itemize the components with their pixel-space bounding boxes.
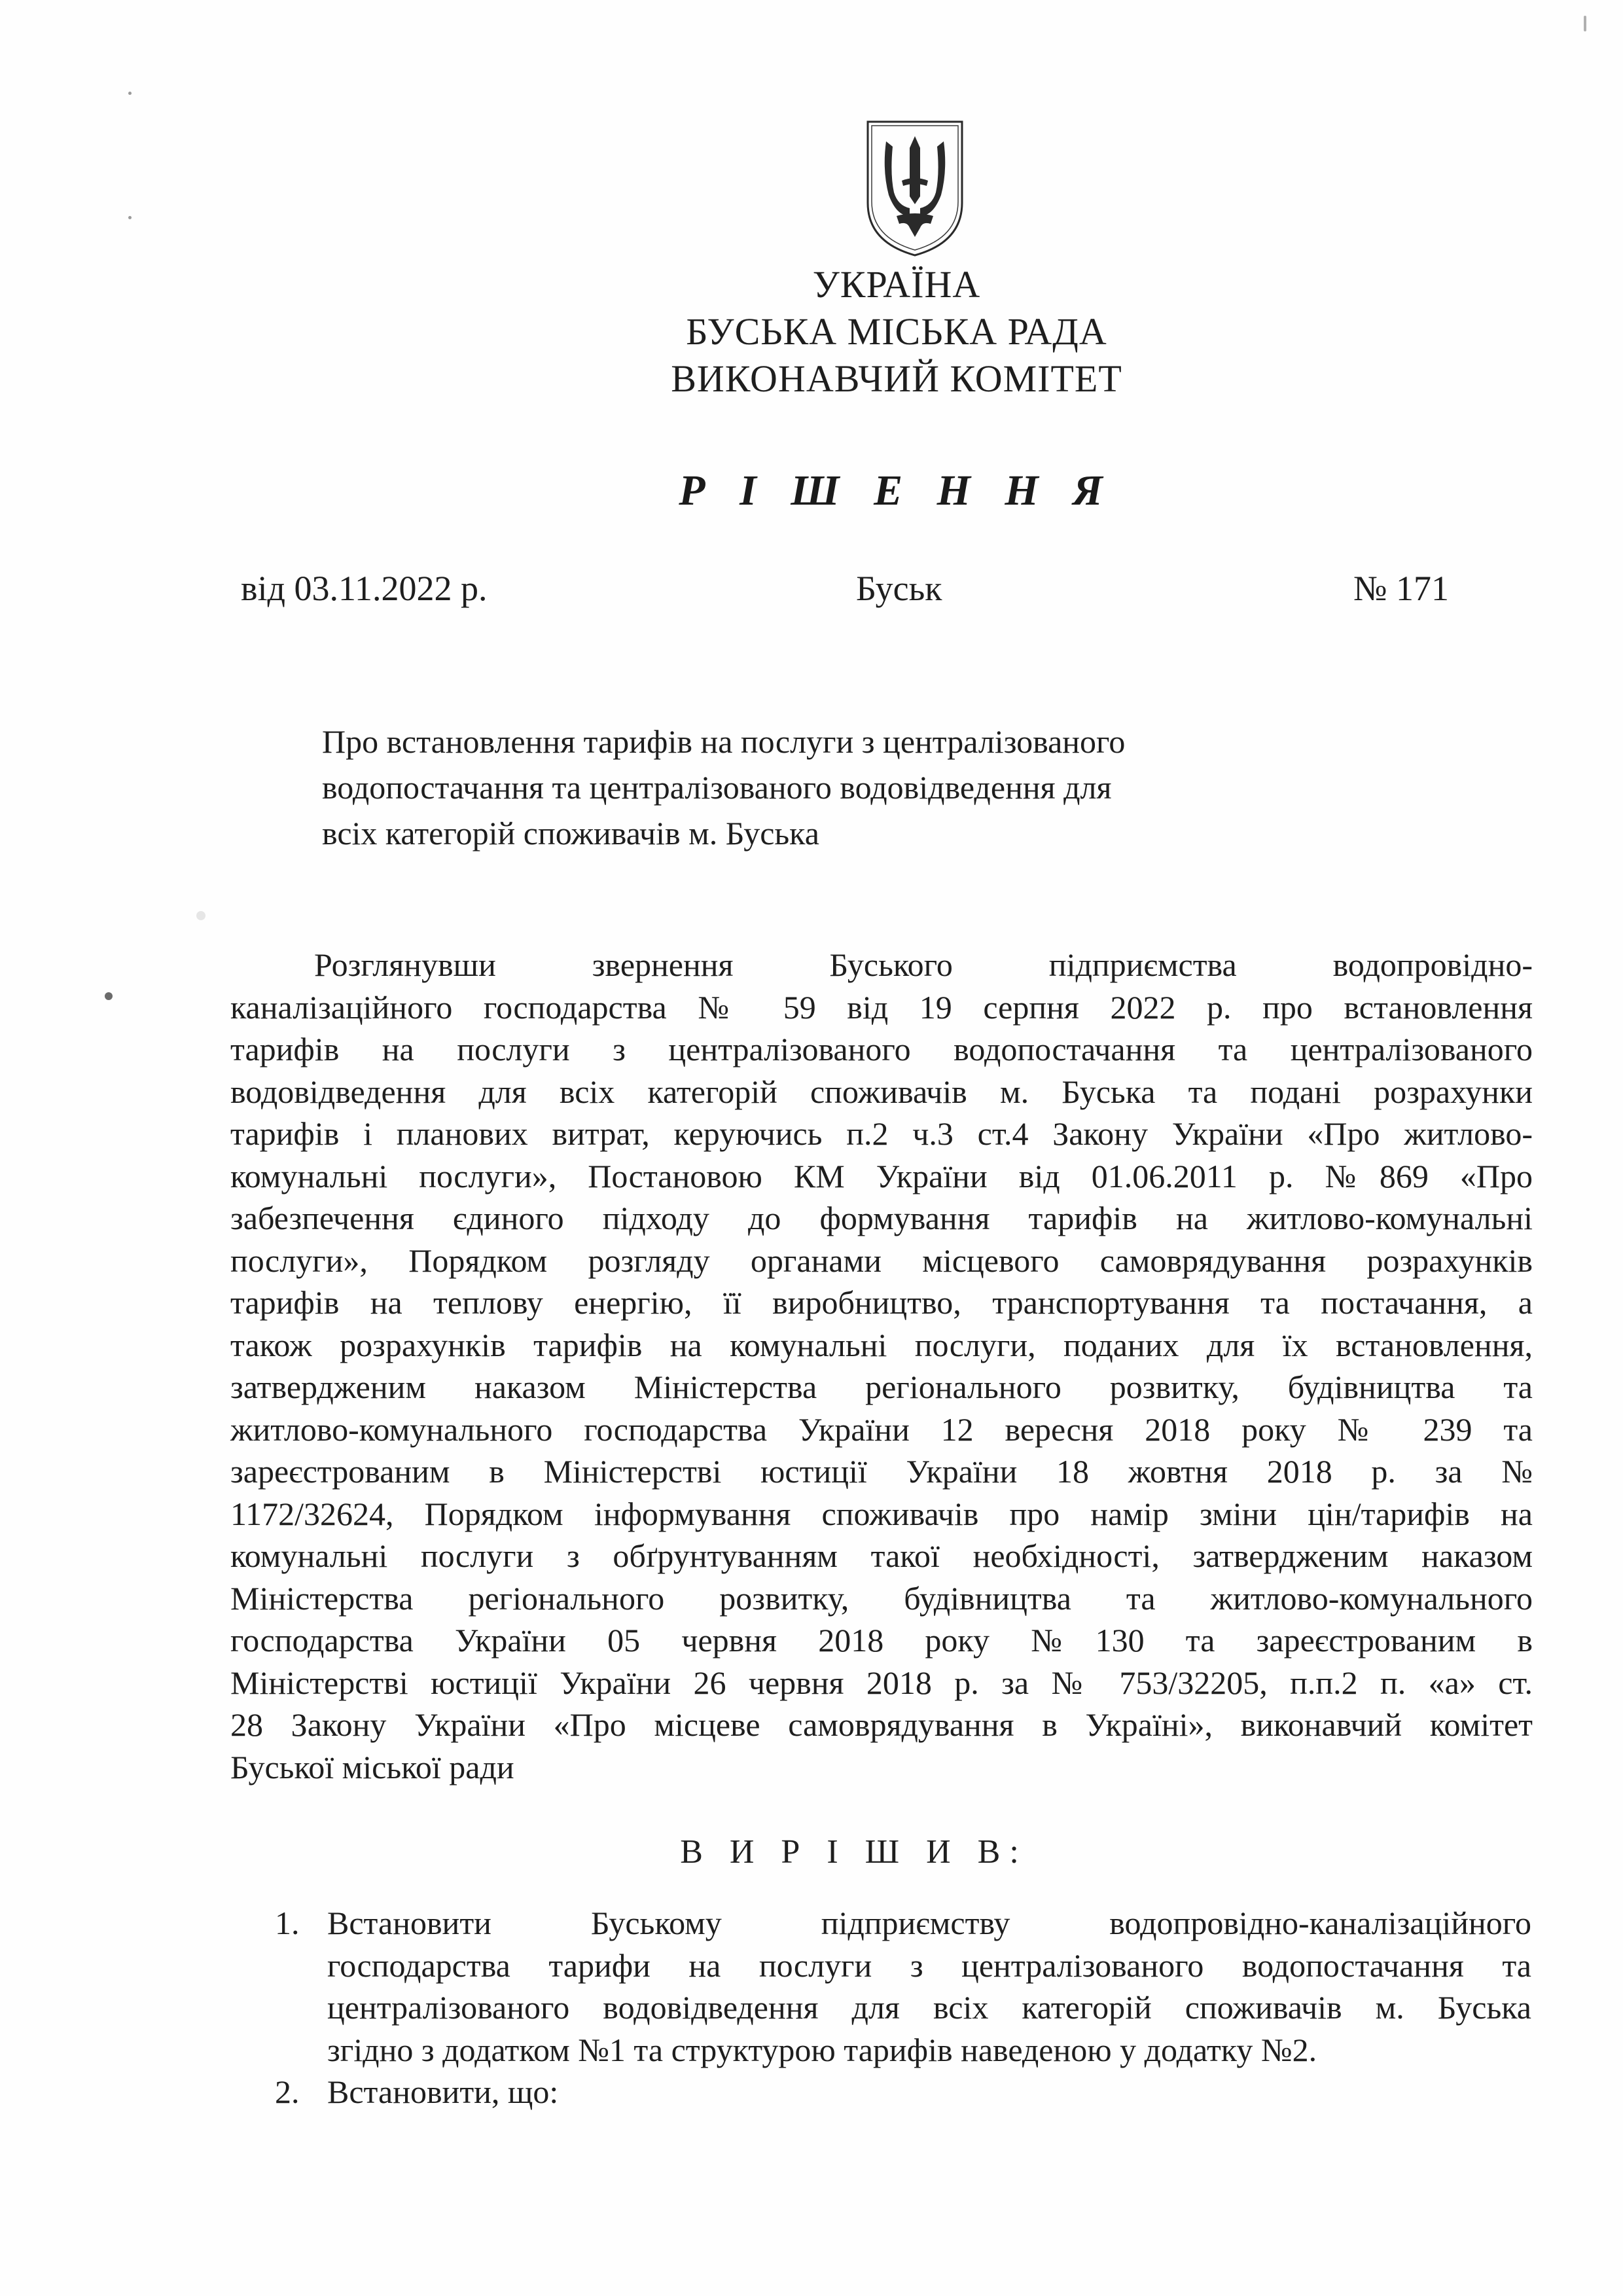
list-item-line: Встановити, що: bbox=[327, 2073, 559, 2110]
body-line: Буської міської ради bbox=[230, 1748, 514, 1785]
subject-line: водопостачання та централізованого водовідведення для bbox=[322, 769, 1112, 806]
scan-speck bbox=[128, 216, 132, 219]
subject-line: Про встановлення тарифів на послуги з централізованого bbox=[322, 723, 1126, 760]
body-line: житлово-комунального господарства України 12 вересня 2018 року № 239 та bbox=[230, 1410, 1533, 1448]
body-line: тарифів на послуги з централізованого водопостачання та централізованого bbox=[230, 1031, 1533, 1067]
body-line: 1172/32624, Порядком інформування споживачів про намір зміни цін/тарифів на bbox=[230, 1495, 1533, 1532]
list-item-line: централізованого водовідведення для всіх категорій споживачів м. Буська bbox=[327, 1989, 1531, 2026]
body-line: тарифів на теплову енергію, її виробництво, транспортування та постачання, а bbox=[230, 1284, 1533, 1321]
subject-line: всіх категорій споживачів м. Буська bbox=[322, 815, 819, 852]
list-item-number: 1. bbox=[275, 1905, 300, 1941]
body-line: зареєстрованим в Міністерстві юстиції України 18 жовтня 2018 р. за № bbox=[230, 1453, 1533, 1490]
list-item bbox=[275, 2071, 1531, 2113]
scan-speck bbox=[105, 992, 113, 1000]
decision-subject bbox=[322, 719, 1317, 856]
list-item bbox=[275, 1902, 1531, 2071]
body-line: також розрахунків тарифів на комунальні послуги, поданих для їх встановлення, bbox=[230, 1326, 1533, 1363]
body-line: Міністерстві юстиції України 26 червня 2018 р. за № 753/32205, п.п.2 п. «а» ст. bbox=[230, 1664, 1533, 1701]
scan-speck bbox=[128, 92, 132, 95]
body-line: Міністерства регіонального розвитку, будівництва та житлово-комунального bbox=[230, 1579, 1533, 1617]
scan-speck bbox=[1584, 16, 1586, 31]
decision-place: Буськ bbox=[856, 569, 942, 608]
body-line: комунальні послуги», Постановою КМ України від 01.06.2011 р. №869 «Про bbox=[230, 1157, 1533, 1194]
body-line: 28 Закону України «Про місцеве самоврядування в Україні», виконавчий комітет bbox=[230, 1706, 1533, 1743]
header-committee: ВИКОНАВЧИЙ КОМІТЕТ bbox=[671, 357, 1122, 400]
list-item-line: згідно з додатком №1 та структурою тарифів наведеною у додатку №2. bbox=[327, 2031, 1317, 2068]
preamble-paragraph bbox=[230, 944, 1533, 1788]
list-item-line: господарства тарифи на послуги з централізованого водопостачання та bbox=[327, 1946, 1531, 1984]
decision-date: від 03.11.2022 р. bbox=[241, 569, 488, 608]
decided-heading: В И Р І Ш И В: bbox=[680, 1833, 1028, 1871]
header-council: БУСЬКА МІСЬКА РАДА bbox=[686, 310, 1107, 353]
list-item-line: Встановити Буському підприємству водопровідно-каналізаційного bbox=[327, 1905, 1531, 1941]
body-line: каналізаційного господарства № 59 від 19 серпня 2022 р. про встановлення bbox=[230, 988, 1533, 1026]
header-country: УКРАЇНА bbox=[812, 263, 981, 306]
body-line: послуги», Порядком розгляду органами місцевого самоврядування розрахунків bbox=[230, 1242, 1533, 1279]
body-line: забезпечення єдиного підходу до формування тарифів на житлово-комунальні bbox=[230, 1200, 1533, 1236]
decision-items-list bbox=[275, 1902, 1531, 2113]
list-item-number: 2. bbox=[275, 2073, 300, 2110]
body-line: господарства України 05 червня 2018 року №130 та зареєстрованим в bbox=[230, 1622, 1533, 1659]
decision-number: № 171 bbox=[1353, 569, 1450, 608]
body-line: тарифів і планових витрат, керуючись п.2 ч.3 ст.4 Закону України «Про житлово- bbox=[230, 1115, 1533, 1152]
scan-speck bbox=[196, 911, 205, 920]
body-line: водовідведення для всіх категорій споживачів м. Буська та подані розрахунки bbox=[230, 1073, 1533, 1110]
document-title: Р І Ш Е Н Н Я bbox=[679, 467, 1115, 514]
trident-coat-of-arms-icon bbox=[863, 118, 967, 259]
body-line: комунальні послуги з обґрунтуванням такої необхідності, затвердженим наказом bbox=[230, 1537, 1533, 1574]
body-line: Розглянувши звернення Буського підприємства водопровідно- bbox=[314, 946, 1533, 983]
body-line: затвердженим наказом Міністерства регіонального розвитку, будівництва та bbox=[230, 1369, 1533, 1405]
